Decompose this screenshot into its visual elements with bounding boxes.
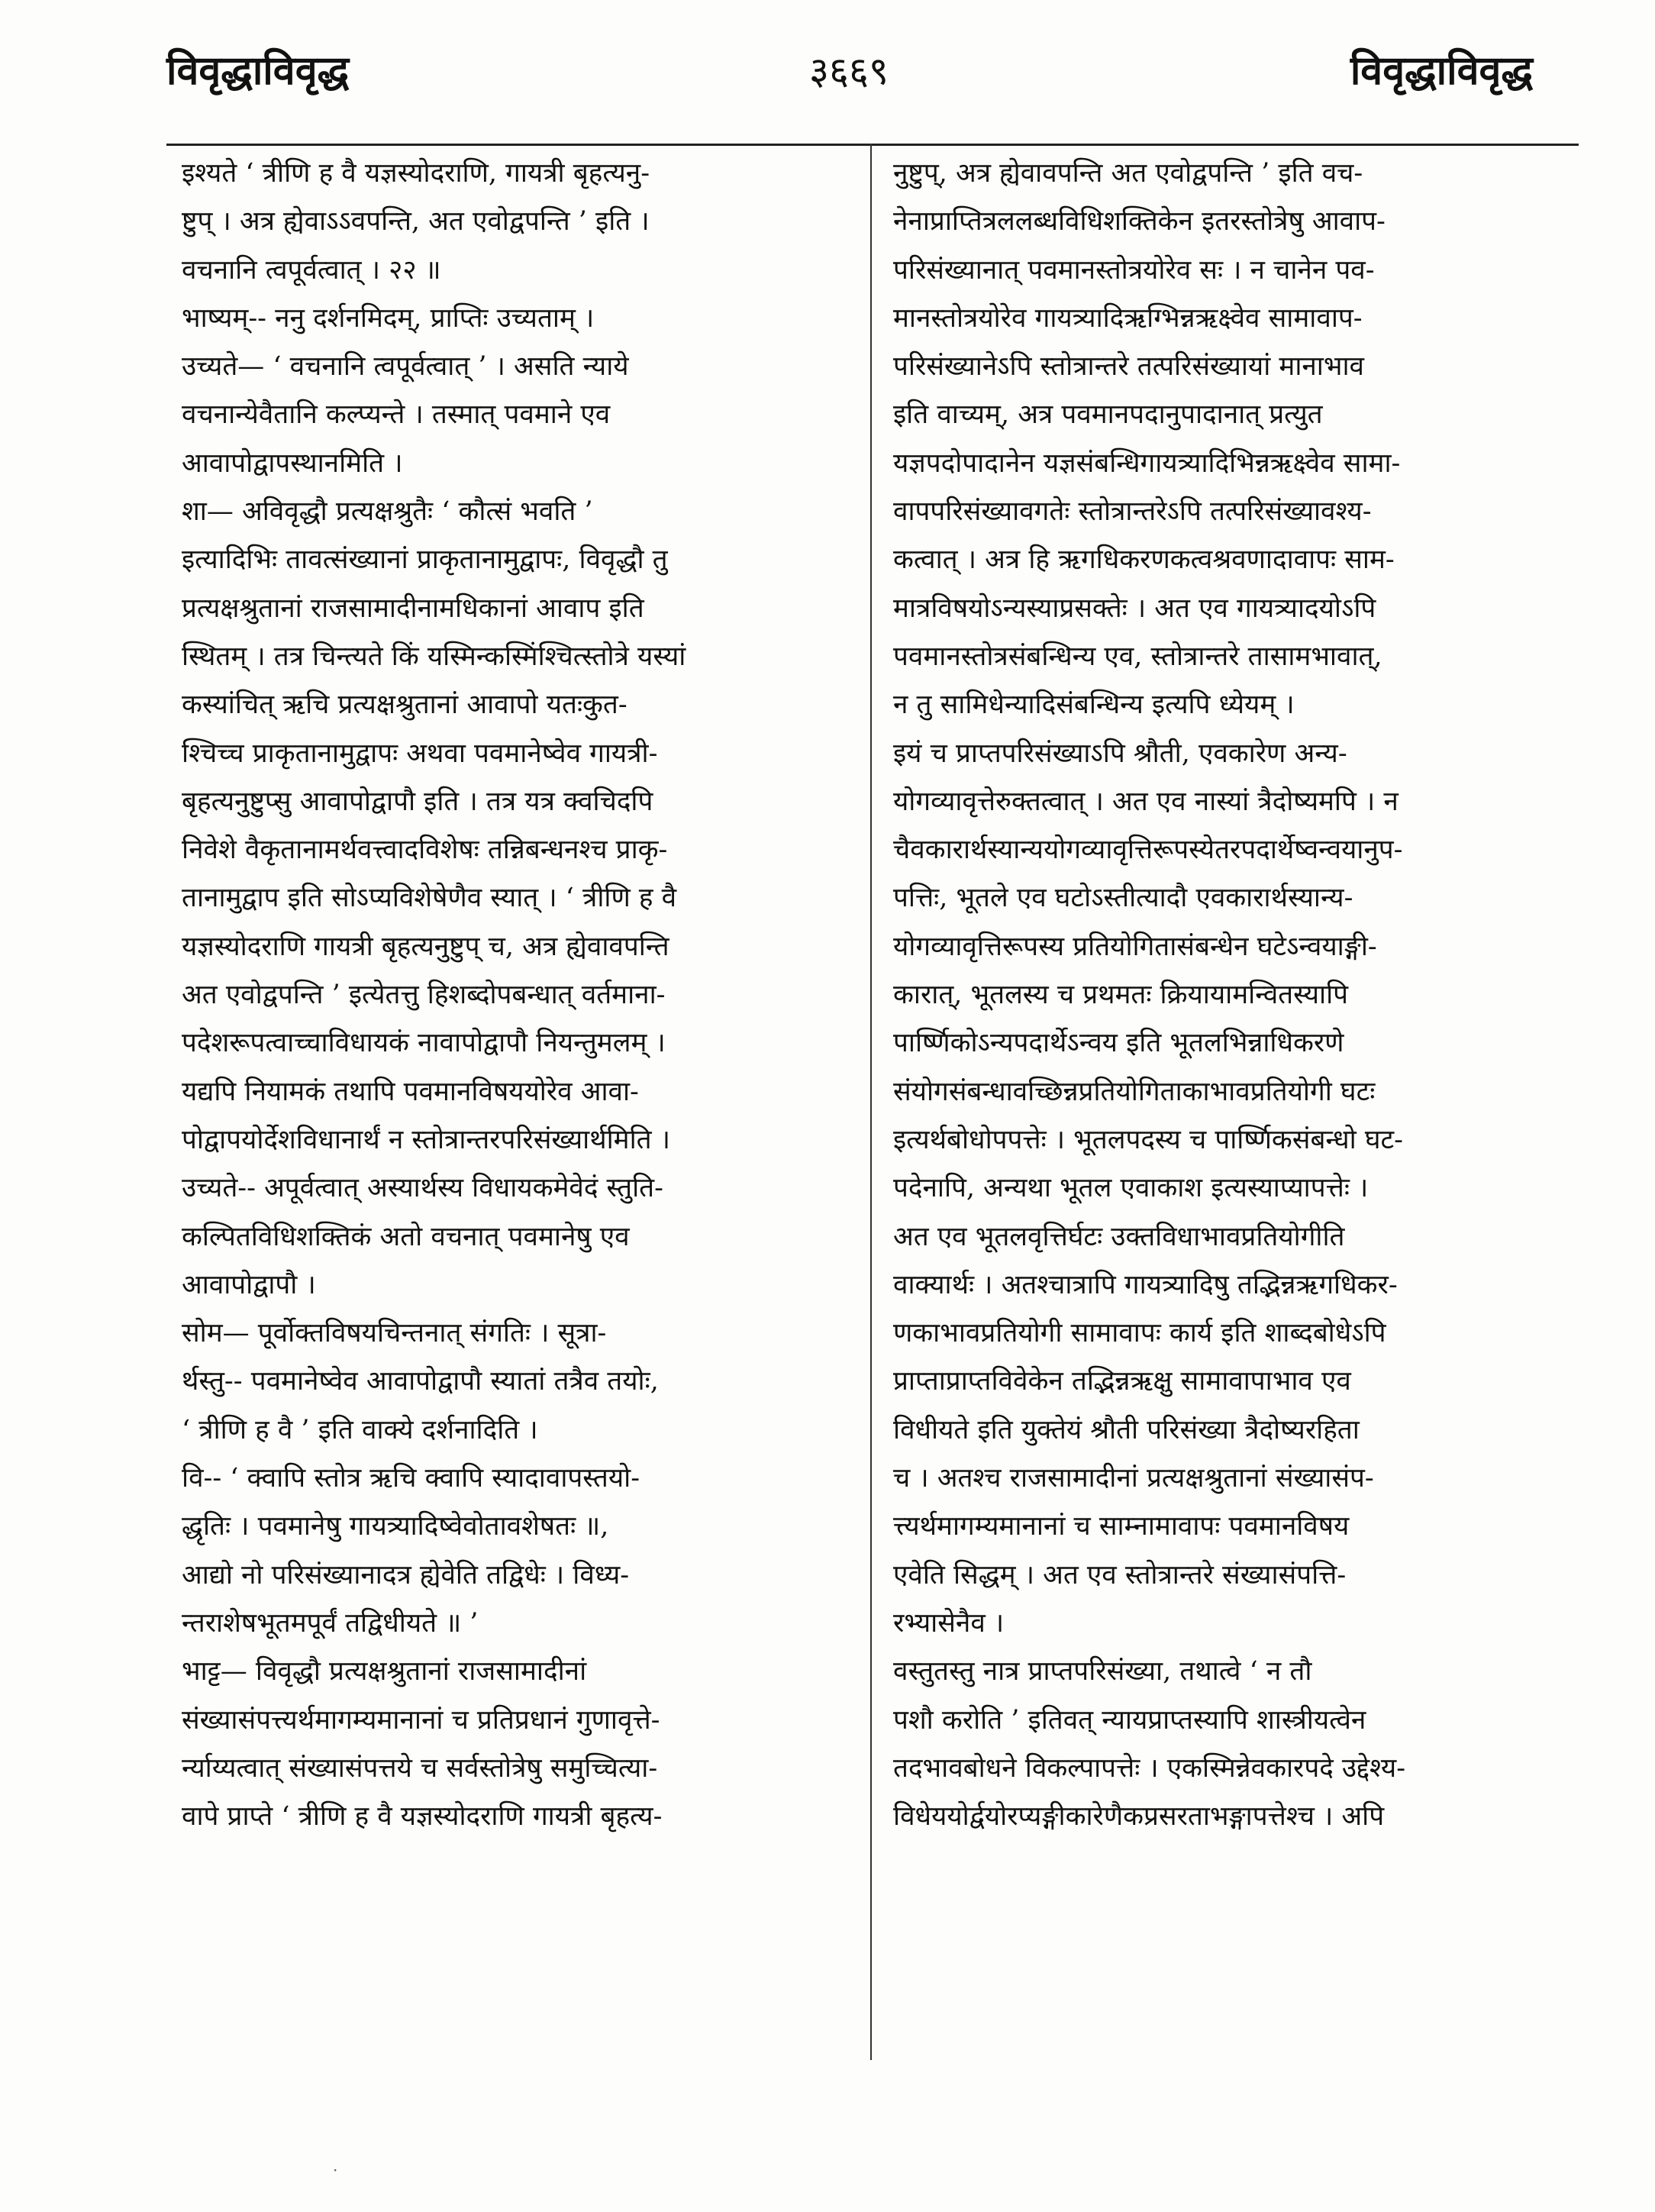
right-column-line: परिसंख्यानेऽपि स्तोत्रान्तरे तत्परिसंख्यायां मानाभाव — [893, 351, 1365, 383]
right-column-line: पदेनापि, अन्यथा भूतल एवाकाश इत्यस्याप्यापत्तेः । — [893, 1173, 1369, 1204]
right-column-line: त्त्यर्थमागम्यमानानां च साम्नामावापः पवमानविषय — [893, 1511, 1350, 1542]
left-column-line: भाट्ट— विवृद्धौ प्रत्यक्षश्रुतानां राजसामादीनां — [182, 1656, 587, 1687]
stray-mark: · — [333, 2161, 338, 2179]
left-column-line: वापे प्राप्ते ‘ त्रीणि ह वै यज्ञस्योदराणि गायत्री बृहत्य- — [182, 1801, 663, 1833]
left-column-line: स्थितम् । तत्र चिन्त्यते किं यस्मिन्कस्मिंश्चित्स्तोत्रे यस्यां — [182, 641, 686, 672]
left-column-line: उच्यते-- अपूर्वत्वात् अस्यार्थस्य विधायकमेवेदं स्तुति- — [182, 1173, 663, 1204]
right-column-line: इति वाच्यम्, अत्र पवमानपदानुपादानात् प्रत्युत — [893, 399, 1323, 431]
right-column-line: पशौ करोति ’ इतिवत् न्यायप्राप्तस्यापि शास्त्रीयत्वेन — [893, 1704, 1366, 1736]
running-head-left: विवृद्धाविवृद्ध — [166, 48, 350, 94]
right-column-line: वापपरिसंख्यावगतेः स्तोत्रान्तरेऽपि तत्परिसंख्यावश्य- — [893, 496, 1372, 528]
left-column-line: ष्टुप् । अत्र ह्येवाऽऽवपन्ति, अत एवोद्वपन्ति ’ इति । — [182, 206, 650, 237]
right-column-line: योगव्यावृत्तेरुक्तत्वात् । अत एव नास्यां त्रैदोष्यमपि । न — [893, 786, 1399, 817]
right-column-line: पवमानस्तोत्रसंबन्धिन्य एव, स्तोत्रान्तरे तासामभावात्, — [893, 641, 1382, 672]
left-column-line: इश्यते ‘ त्रीणि ह वै यज्ञस्योदराणि, गायत्री बृहत्यनु- — [182, 158, 650, 189]
left-column-line: भाष्यम्-- ननु दर्शनमिदम्, प्राप्तिः उच्यताम् । — [182, 302, 595, 334]
column-separator — [870, 144, 872, 2060]
left-column-line: ‘ त्रीणि ह वै ’ इति वाक्ये दर्शनादिति । — [182, 1414, 538, 1445]
left-column-line: कल्पितविधिशक्तिकं अतो वचनात् पवमानेषु एव — [182, 1221, 630, 1252]
right-column-line: अत एव भूतलवृत्तिर्घटः उक्तविधाभावप्रतियोगीति — [893, 1221, 1345, 1252]
left-column-line: आवापोद्वापौ । — [182, 1269, 316, 1300]
right-column-line: न तु सामिधेन्यादिसंबन्धिन्य इत्यपि ध्येयम् । — [893, 689, 1295, 721]
right-column-line: च । अतश्च राजसामादीनां प्रत्यक्षश्रुतानां संख्यासंप- — [893, 1463, 1374, 1494]
right-column-line: तदभावबोधने विकल्पापत्तेः । एकस्मिन्नेवकारपदे उद्देश्य- — [893, 1752, 1406, 1784]
right-column-line: वस्तुतस्तु नात्र प्राप्तपरिसंख्या, तथात्वे ‘ न तौ — [893, 1656, 1312, 1687]
right-column-line: मात्रविषयोऽन्यस्याप्रसक्तेः । अत एव गायत्र्यादयोऽपि — [893, 593, 1376, 624]
header-rule — [166, 144, 1579, 146]
left-column-line: वचनानि त्वपूर्वत्वात् । २२ ॥ — [182, 254, 441, 286]
left-column-line: निवेशे वैकृतानामर्थवत्त्वादविशेषः तन्निबन्धनश्च प्राकृ- — [182, 835, 668, 866]
right-column-line: विधीयते इति युक्तेयं श्रौती परिसंख्या त्रैदोष्यरहिता — [893, 1414, 1360, 1445]
right-column-line: एवेति सिद्धम् । अत एव स्तोत्रान्तरे संख्यासंपत्ति- — [893, 1559, 1347, 1590]
right-column-line: प्राप्ताप्राप्तविवेकेन तद्भिन्नऋक्षु सामावापाभाव एव — [893, 1366, 1351, 1397]
right-column-line: वाक्यार्थः । अतश्चात्रापि गायत्र्यादिषु तद्भिन्नऋगधिकर- — [893, 1269, 1398, 1300]
right-column-line: कारात्, भूतलस्य च प्रथमतः क्रियायामन्वितस्यापि — [893, 980, 1349, 1011]
left-column-line: आवापोद्वापस्थानमिति । — [182, 447, 403, 479]
right-column-line: योगव्यावृत्तिरूपस्य प्रतियोगितासंबन्धेन घटेऽन्वयाङ्गी- — [893, 931, 1377, 962]
page-number: ३६६९ — [809, 49, 889, 93]
right-column-line: चैवकारार्थस्यान्ययोगव्यावृत्तिरूपस्येतरपदार्थेष्वन्वयानुप- — [893, 835, 1403, 866]
right-column-line: विधेययोर्द्वयोरप्यङ्गीकारेणैकप्रसरताभङ्गापत्तेश्च । अपि — [893, 1801, 1385, 1833]
left-column-line: आद्यो नो परिसंख्यानादत्र ह्येवेति तद्विधेः । विध्य- — [182, 1559, 630, 1590]
right-column — [893, 150, 1565, 1841]
right-column-line: इत्यर्थबोधोपपत्तेः । भूतलपदस्य च पार्ष्णिकसंबन्धो घट- — [893, 1124, 1403, 1155]
left-column-line: श्चिच्च प्राकृतानामुद्वापः अथवा पवमानेष्वेव गायत्री- — [182, 738, 658, 769]
left-column-line: द्धृतिः । पवमानेषु गायत्र्यादिष्वेवोतावशेषतः ॥, — [182, 1511, 609, 1542]
left-column-line: कस्यांचित् ऋचि प्रत्यक्षश्रुतानां आवापो यतःकुत- — [182, 689, 627, 721]
right-column-line: पार्ष्णिकोऽन्यपदार्थेऽन्वय इति भूतलभिन्नाधिकरणे — [893, 1028, 1344, 1059]
right-column-line: णकाभावप्रतियोगी सामावापः कार्य इति शाब्दबोधेऽपि — [893, 1318, 1386, 1349]
right-column-line: नेनाप्राप्तित्रललब्धविधिशक्तिकेन इतरस्तोत्रेषु आवाप- — [893, 206, 1386, 237]
left-column-line: प्रत्यक्षश्रुतानां राजसामादीनामधिकानां आवाप इति — [182, 593, 644, 624]
right-column-line: यज्ञपदोपादानेन यज्ञसंबन्धिगायत्र्यादिभिन्नऋक्ष्वेव सामा- — [893, 447, 1401, 479]
left-column-line: र्न्याय्यत्वात् संख्यासंपत्तये च सर्वस्तोत्रेषु समुच्चित्या- — [182, 1752, 658, 1784]
right-column-line: परिसंख्यानात् पवमानस्तोत्रयोरेव सः । न चानेन पव- — [893, 254, 1375, 286]
left-column-line: बृहत्यनुष्टुप्सु आवापोद्वापौ इति । तत्र यत्र क्वचिदपि — [182, 786, 653, 817]
left-column-line: तानामुद्वाप इति सोऽप्यविशेषेणैव स्यात् । ‘ त्रीणि ह वै — [182, 883, 677, 914]
right-column-line: इयं च प्राप्तपरिसंख्याऽपि श्रौती, एवकारेण अन्य- — [893, 738, 1347, 769]
right-column-line: मानस्तोत्रयोरेव गायत्र्यादिऋग्भिन्नऋक्ष्वेव सामावाप- — [893, 302, 1363, 334]
right-column-line: कत्वात् । अत्र हि ऋगधिकरणकत्वश्रवणादावापः साम- — [893, 544, 1395, 576]
left-column-line: उच्यते— ‘ वचनानि त्वपूर्वत्वात् ’ । असति न्याये — [182, 351, 629, 383]
left-column-line: न्तराशेषभूतमपूर्वं तद्विधीयते ॥ ’ — [182, 1607, 479, 1639]
left-column-line: संख्यासंपत्त्यर्थमागम्यमानानां च प्रतिप्रधानं गुणावृत्ते- — [182, 1704, 660, 1736]
left-column-line: र्थस्तु-- पवमानेष्वेव आवापोद्वापौ स्यातां तत्रैव तयोः, — [182, 1366, 659, 1397]
left-column-line: इत्यादिभिः तावत्संख्यानां प्राकृतानामुद्वापः, विवृद्धौ तु — [182, 544, 668, 576]
left-column-line: यज्ञस्योदराणि गायत्री बृहत्यनुष्टुप् च, अत्र ह्येवावपन्ति — [182, 931, 669, 962]
running-head-right: विवृद्धाविवृद्ध — [1350, 48, 1533, 94]
left-column-line: अत एवोद्वपन्ति ’ इत्येतत्तु हिशब्दोपबन्धात् वर्तमाना- — [182, 980, 666, 1011]
right-column-line: संयोगसंबन्धावच्छिन्नप्रतियोगिताकाभावप्रतियोगी घटः — [893, 1076, 1376, 1107]
right-column-line: नुष्टुप्, अत्र ह्येवावपन्ति अत एवोद्वपन्ति ’ इति वच- — [893, 158, 1363, 189]
right-column-line: रभ्यासेनैव । — [893, 1607, 1005, 1639]
right-column-line: पत्तिः, भूतले एव घटोऽस्तीत्यादौ एवकारार्थस्यान्य- — [893, 883, 1353, 914]
left-column-line: शा— अविवृद्धौ प्रत्यक्षश्रुतैः ‘ कौत्सं भवति ’ — [182, 496, 593, 528]
left-column-line: यद्यपि नियामकं तथापि पवमानविषययोरेव आवा- — [182, 1076, 639, 1107]
left-column-line: वचनान्येवैतानि कल्प्यन्ते । तस्मात् पवमाने एव — [182, 399, 611, 431]
left-column — [182, 150, 838, 1841]
left-column-line: पोद्वापयोर्देशविधानार्थं न स्तोत्रान्तरपरिसंख्यार्थमिति । — [182, 1124, 670, 1155]
left-column-line: पदेशरूपत्वाच्चाविधायकं नावापोद्वापौ नियन्तुमलम् । — [182, 1028, 666, 1059]
left-column-line: सोम— पूर्वोक्तविषयचिन्तनात् संगतिः । सूत्रा- — [182, 1318, 607, 1349]
left-column-line: वि-- ‘ क्वापि स्तोत्र ऋचि क्वापि स्यादावापस्तयो- — [182, 1463, 640, 1494]
